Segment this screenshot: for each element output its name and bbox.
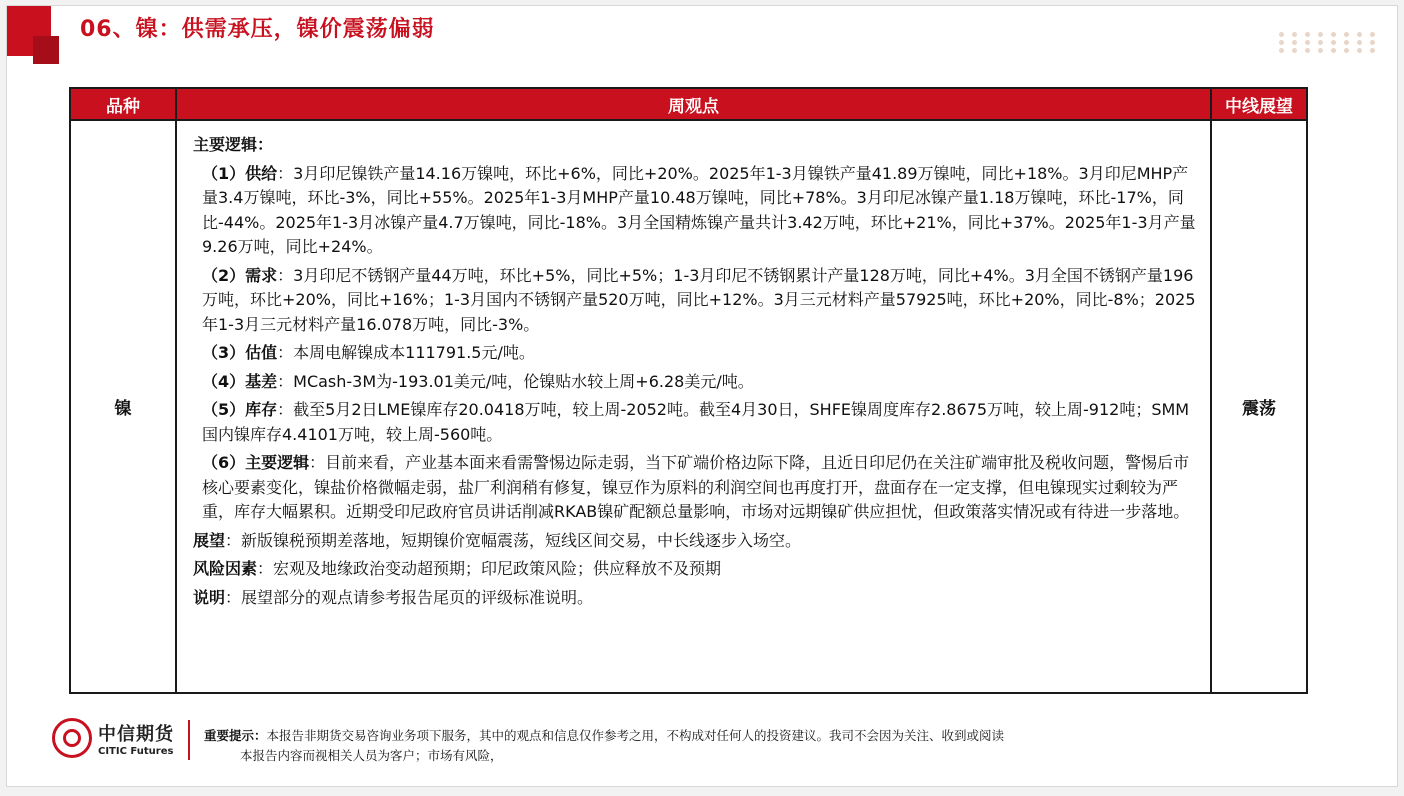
main-logic-title: 主要逻辑： [193,135,274,154]
risk-paragraph: 风险因素：宏观及地缘政治变动超预期；印尼政策风险；供应释放不及预期 [193,559,722,578]
supply-paragraph: （1）供给：3月印尼镍铁产量14.16万镍吨，环比+6%，同比+20%。2025年1-3月镍铁产量41.89万镍吨，同比+18%。3月印尼MHP产量3.4万镍吨，环比-3%，同比+55%。2025年1-3月MHP产量10.48万镍吨，同比+78%。3月印尼冰镍产量1.18万镍吨，环比-17%，同比-44%。2025年1-3月冰镍产量4.7万镍吨，同比-18%。3月全国精炼镍产量共计3.42万吨，环比+21%，同比+37%。2025年1-3月产量9.26万吨，同比+24%。 [202,163,1196,256]
logo-cn-text: 中信期货 [98,723,174,745]
header-midterm-outlook: 中线展望 [1211,88,1307,120]
note-paragraph: 说明：展望部分的观点请参考报告尾页的评级标准说明。 [193,587,594,607]
demand-paragraph: （2）需求：3月印尼不锈钢产量44万吨，环比+5%，同比+5%；1-3月印尼不锈钢累计产量128万吨，同比+4%。3月全国不锈钢产量196万吨，环比+20%，同比+16%；1-3月国内不锈钢产量520万吨，同比+12%。3月三元材料产量57925吨，环比+20%，同比-8%；2025年1-3月三元材料产量16.078万吨，同比-3%。 [202,265,1196,334]
weekly-view-cell [176,120,1211,693]
outlook-paragraph: 展望：新版镍税预期差落地，短期镍价宽幅震荡，短线区间交易，中长线逐步入场空。 [193,530,802,550]
outlook-cell: 震荡 [1211,120,1307,693]
table-row [70,120,1307,693]
dot-pattern-decoration [1279,32,1380,53]
notice-line-1: 本报告非期货交易咨询业务项下服务，其中的观点和信息仅作参考之用，不构成对任何人的投资建议。我司不会因为关注、收到或阅读 [266,728,1005,743]
basis-paragraph: （4）基差：MCash-3M为-193.01美元/吨，伦镍贴水较上周+6.28美元/吨。 [202,371,754,391]
header-variety: 品种 [70,88,176,120]
page-title: 06、镍：供需承压，镍价震荡偏弱 [80,17,435,42]
header-weekly-view: 周观点 [176,88,1211,120]
footer-divider [188,720,190,760]
outlook-table [69,87,1308,694]
corner-decoration-secondary [33,36,59,64]
notice-line-2: 本报告内容而视相关人员为客户；市场有风险， [240,748,503,763]
variety-cell: 镍 [70,120,176,693]
inventory-paragraph: （5）库存：截至5月2日LME镍库存20.0418万吨，较上周-2052吨。截至4月30日，SHFE镍周度库存2.8675万吨，较上周-912吨；SMM国内镍库存4.4101万吨，较上周-560吨。 [202,400,1190,444]
citic-futures-logo [52,718,174,758]
notice-label: 重要提示： [204,728,267,743]
disclaimer [204,726,1204,766]
table-header-row [70,88,1307,120]
valuation-paragraph: （3）估值：本周电解镍成本111791.5元/吨。 [202,343,535,362]
logic-paragraph: （6）主要逻辑：目前来看，产业基本面来看需警惕边际走弱，当下矿端价格边际下降，且近日印尼仍在关注矿端审批及税收问题，警惕后市核心要素变化，镍盐价格微幅走弱，盐厂利润稍有修复，镍豆作为原料的利润空间也再度打开，盘面存在一定支撑，但电镍现实过剩较为严重，库存大幅累积。近期受印尼政府官员讲话削减RKAB镍矿配额总量影响，市场对远期镍矿供应担忧，但政策落实情况或有待进一步落地。 [202,453,1190,521]
logo-en-text: CITIC Futures [98,745,174,757]
citic-logo-icon [52,718,92,758]
